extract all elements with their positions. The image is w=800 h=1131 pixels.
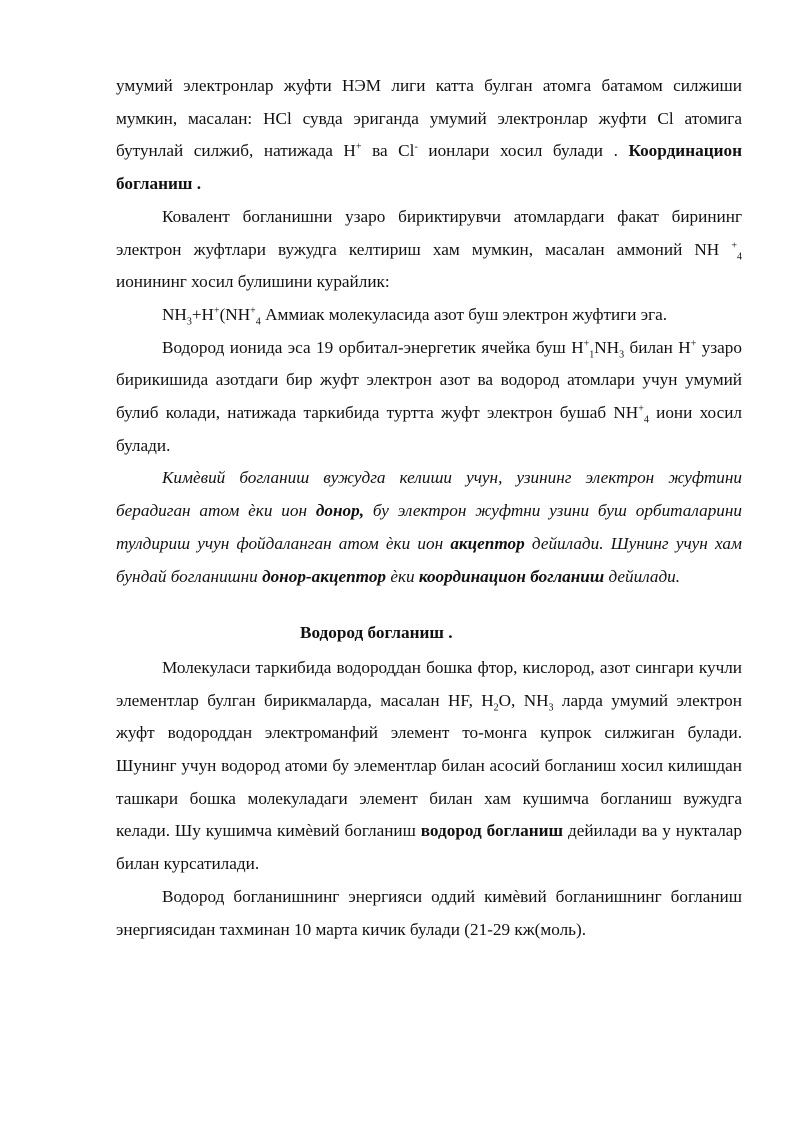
superscript: + [213,305,220,317]
subscript: 4 [255,316,261,328]
paragraph-hydrogen-bond [116,652,742,881]
paragraph-covalent-ammonium [116,201,742,299]
text-run: дейилади. [604,566,681,586]
text-run: ионлари хосил булади . [417,141,629,161]
text-run: Ковалент богланишни узаро бириктирувчи атомлардаги факат бирининг электрон жуфтлари вужудга келтириш хам мумкин, масалан аммоний NH [116,206,742,259]
subscript: 1 [589,349,595,361]
text-run: ва Cl [361,141,415,161]
text-run: Молекуласи таркибида водороддан бошка фтор, кислород, азот сингари кучли элементлар булган бирикмаларда, масалан HF, H [116,657,742,710]
superscript: + [583,337,590,349]
bold-term-coordination-bond: координацион богланиш [418,566,605,586]
superscript: + [250,305,256,317]
text-run: NH [594,337,620,357]
paragraph-ionic-shift [116,70,742,201]
text-run: иони хосил булади. [116,403,742,455]
subscript: 3 [619,349,625,361]
subscript: 3 [548,702,554,714]
superscript: + [638,403,644,415]
text-run: ѐки [386,566,419,586]
bold-term-donor-acceptor: донор-акцептор [262,566,387,586]
text-run: ларда умумий электрон жуфт водороддан электроманфий элемент то-монга купрок силжиган булади. Шунинг учун водород атоми бу элементлар билан асосий богланиш хосил килишдан ташкари бошка молекуладаги элемент билан хам кушимча богланиш вужудга келади. Шу кушимча кимѐвий богланиш [116,690,742,841]
text-run: умумий электронлар жуфти НЭМ лиги катта булган атомга батамом силжиши мумкин, масалан: HCl сувда эриганда умумий электронлар жуфти Cl атомига бутунлай силжиб, натижада H [116,76,742,161]
text-run: дейилади ва у нукталар билан курсатилади. [116,821,742,874]
bold-term-hydrogen-bond: водород богланиш [420,821,564,841]
superscript: + [731,239,737,251]
section-heading-hydrogen-bond: Водород богланиш . [300,623,453,643]
text-run: Водород ионида эса 19 орбитал-энергетик ячейка буш H [162,337,584,357]
text-run: NH [162,304,187,324]
text-run: Аммиак молекуласида азот буш электрон жуфтиги эга. [260,304,668,324]
text-run: Водород богланишнинг энергияси оддий кимѐвий богланишнинг богланиш энергиясидан тахминан 10 марта кичик булади (21-29 кж(моль). [116,886,742,939]
text-run: дейилади. Шунинг учун хам бундай богланишни [116,533,742,586]
text-run: (NH [219,304,251,324]
superscript: + [690,337,697,349]
paragraph-hydrogen-bond-energy [116,881,742,946]
paragraph-donor-acceptor-definition [116,462,742,593]
text-run: ионининг хосил булишини курайлик: [116,272,390,292]
superscript: + [355,141,362,153]
bold-term-coordination-bond: Координацион богланиш . [116,141,742,194]
paragraph-ammonia-equation [116,299,742,332]
subscript: 4 [643,414,649,426]
bold-term-acceptor: акцептор [450,533,525,553]
bold-term-donor: донор, [315,501,365,521]
superscript: - [414,141,418,153]
text-run: бу электрон жуфтни узини буш орбиталарини тулдириш учун фойдаланган атом ѐки ион [116,501,742,553]
text-run: O, NH [498,690,549,710]
text-run: Кимѐвий богланиш вужудга келиши учун, узининг электрон жуфтини берадиган атом ѐки ион [116,468,742,521]
paragraph-hydrogen-ion [116,332,742,463]
text-run: билан H [624,337,691,357]
text-run: узаро бирикишида азотдаги бир жуфт электрон азот ва водород атомлари учун умумий булиб колади, натижада таркибида туртта жуфт электрон бушаб NH [116,337,742,423]
subscript: 3 [186,316,192,328]
subscript: 2 [493,702,499,714]
text-run: +H [191,304,214,324]
subscript: 4 [737,250,742,262]
